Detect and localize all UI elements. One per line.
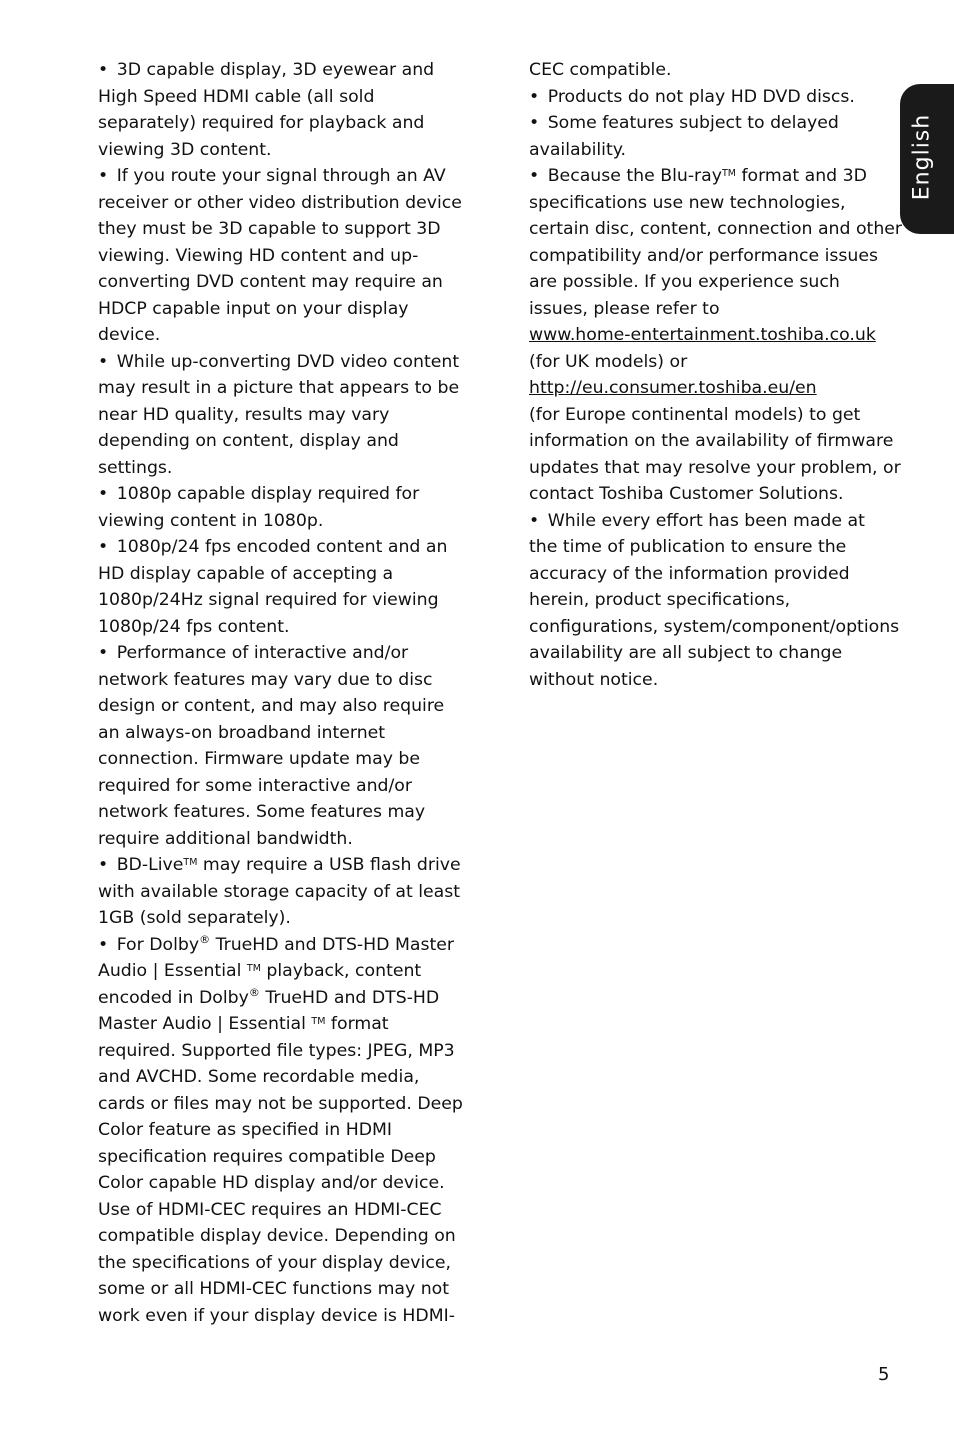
line-text: 1080p/24 fps encoded content and an <box>116 537 448 557</box>
bullet-mark: • <box>98 934 109 955</box>
text-line: viewing. Viewing HD content and up- <box>98 245 419 266</box>
line-text: If you route your signal through an AV <box>116 166 446 186</box>
registered-mark: ® <box>199 932 211 946</box>
text-line: require additional bandwidth. <box>98 828 353 849</box>
line-text: Audio | Essential <box>98 961 247 981</box>
text-line: they must be 3D capable to support 3D <box>98 219 441 239</box>
line-text: 1080p capable display required for <box>116 484 420 504</box>
text-line <box>529 110 895 137</box>
text-line <box>98 481 460 508</box>
text-line: with available storage capacity of at least <box>98 881 461 902</box>
text-line: network features. Some features may <box>98 802 426 822</box>
text-line <box>98 57 460 84</box>
text-line: near HD quality, results may vary <box>98 404 390 425</box>
bullet-3d-requirements <box>98 57 460 163</box>
text-line: may result in a picture that appears to be <box>98 378 460 398</box>
bullet-mark: • <box>529 113 540 133</box>
text-line: issues, please refer to <box>529 298 720 319</box>
bullet-mark: • <box>98 537 109 557</box>
text-line: CEC compatible. <box>529 60 672 80</box>
trademark-mark: TM <box>183 857 198 868</box>
text-line: the time of publication to ensure the <box>529 537 847 557</box>
text-line: High Speed HDMI cable (all sold <box>98 86 375 107</box>
text-line: the specifications of your display device, <box>98 1252 451 1273</box>
text-line <box>98 349 460 376</box>
text-line: (for Europe continental models) to get <box>529 404 861 425</box>
text-line: cards or files may not be supported. Deep <box>98 1093 463 1114</box>
line-text: For Dolby <box>116 934 200 955</box>
text-line: converting DVD content may require an <box>98 272 443 292</box>
text-line: connection. Firmware update may be <box>98 749 421 769</box>
text-line: work even if your display device is HDMI- <box>98 1305 455 1326</box>
text-line: herein, product specifications, <box>529 590 791 610</box>
text-line <box>529 375 895 402</box>
text-line: receiver or other video distribution device <box>98 192 462 213</box>
line-text: Products do not play HD DVD discs. <box>547 86 855 107</box>
line-text: TrueHD and DTS-HD Master <box>210 934 454 955</box>
text-line: viewing content in 1080p. <box>98 510 324 531</box>
bullet-1080p24 <box>98 534 460 640</box>
text-line: specifications use new technologies, <box>529 192 846 213</box>
line-text: Because the Blu-ray <box>547 166 722 186</box>
uk-support-link[interactable]: www.home-entertainment.toshiba.co.uk <box>529 325 876 345</box>
text-line: 1080p/24Hz signal required for viewing <box>98 590 439 610</box>
bullet-network-features <box>98 640 460 852</box>
text-line: required for some interactive and/or <box>98 775 412 796</box>
line-text: encoded in Dolby <box>98 987 249 1008</box>
bullet-specification-notice <box>529 508 900 694</box>
bullet-mark: • <box>98 351 109 372</box>
text-line <box>98 640 460 667</box>
left-column <box>98 57 463 1329</box>
bullet-mark: • <box>98 643 109 663</box>
text-line <box>98 985 460 1012</box>
text-line: separately) required for playback and <box>98 113 425 133</box>
text-line: design or content, and may also require <box>98 696 445 716</box>
text-line: accuracy of the information provided <box>529 563 850 584</box>
text-line: depending on content, display and <box>98 431 399 451</box>
text-line: viewing 3D content. <box>98 139 272 160</box>
line-text: playback, content <box>260 961 422 981</box>
bullet-dolby-truehd <box>98 932 463 1330</box>
bullet-hd-dvd <box>529 84 895 111</box>
text-line <box>98 534 460 561</box>
text-line: settings. <box>98 457 173 478</box>
text-line <box>98 1011 460 1038</box>
page-number: 5 <box>878 1364 890 1385</box>
bullet-mark: • <box>98 484 109 504</box>
language-tab-label: English <box>909 113 935 201</box>
text-line: contact Toshiba Customer Solutions. <box>529 484 844 504</box>
text-line: Color feature as specified in HDMI <box>98 1120 393 1140</box>
bullet-mark: • <box>98 60 109 80</box>
bullet-bluray-compatibility <box>529 163 903 508</box>
text-line: an always-on broadband internet <box>98 722 386 743</box>
text-line <box>98 932 460 959</box>
bullet-mark: • <box>529 86 540 107</box>
bullet-bd-live <box>98 852 460 932</box>
bullet-delayed-features <box>529 110 895 163</box>
text-line: 1GB (sold separately). <box>98 908 291 928</box>
text-line: availability are all subject to change <box>529 643 843 663</box>
line-text: 3D capable display, 3D eyewear and <box>116 60 435 80</box>
text-line <box>529 163 895 190</box>
text-line: Use of HDMI-CEC requires an HDMI-CEC <box>98 1199 442 1220</box>
text-line <box>529 322 895 349</box>
bullet-mark: • <box>529 510 540 531</box>
text-line: information on the availability of firmware <box>529 431 894 451</box>
text-line <box>98 958 460 985</box>
line-text: Performance of interactive and/or <box>116 643 409 663</box>
text-line: are possible. If you experience such <box>529 272 840 292</box>
line-text: format <box>325 1014 389 1034</box>
text-line: specification requires compatible Deep <box>98 1146 436 1167</box>
line-text: Some features subject to delayed <box>547 113 839 133</box>
line-text: BD-Live <box>116 855 184 875</box>
text-line: required. Supported file types: JPEG, MP3 <box>98 1040 455 1061</box>
line-text: While up-converting DVD video content <box>116 351 460 372</box>
text-line: 1080p/24 fps content. <box>98 616 290 637</box>
text-line: Color capable HD display and/or device. <box>98 1173 445 1193</box>
text-line: and AVCHD. Some recordable media, <box>98 1067 420 1087</box>
text-line <box>98 163 460 190</box>
trademark-mark: TM <box>721 168 736 179</box>
text-line: network features may vary due to disc <box>98 669 433 690</box>
text-line <box>529 84 895 111</box>
bullet-1080p-display <box>98 481 460 534</box>
text-line: without notice. <box>529 669 659 690</box>
registered-mark: ® <box>248 985 260 999</box>
trademark-mark: TM <box>311 1016 326 1027</box>
text-line <box>98 852 460 879</box>
bullet-av-receiver <box>98 163 460 349</box>
line-text: TrueHD and DTS-HD <box>259 987 440 1008</box>
line-text: format and 3D <box>735 166 867 186</box>
text-line: (for UK models) or <box>529 351 688 372</box>
bullet-upconverting-dvd <box>98 349 460 482</box>
line-text: may require a USB flash drive <box>197 855 461 875</box>
bullet-mark: • <box>98 166 109 186</box>
text-line <box>529 508 895 535</box>
text-line: HD display capable of accepting a <box>98 563 394 584</box>
bullet-mark: • <box>98 855 109 875</box>
trademark-mark: TM <box>246 963 261 974</box>
line-text: Master Audio | Essential <box>98 1014 312 1034</box>
text-line: configurations, system/component/options <box>529 616 900 637</box>
text-line: availability. <box>529 139 627 160</box>
text-line: updates that may resolve your problem, or <box>529 457 901 478</box>
bullet-mark: • <box>529 166 540 186</box>
right-column <box>529 57 903 693</box>
text-line: certain disc, content, connection and other <box>529 219 903 239</box>
text-line: some or all HDMI-CEC functions may not <box>98 1279 450 1299</box>
text-line: device. <box>98 325 161 345</box>
eu-support-link[interactable]: http://eu.consumer.toshiba.eu/en <box>529 378 817 398</box>
text-line: compatibility and/or performance issues <box>529 245 878 266</box>
line-text: While every effort has been made at <box>547 510 865 531</box>
text-line: HDCP capable input on your display <box>98 298 409 319</box>
text-line: compatible display device. Depending on <box>98 1226 456 1246</box>
